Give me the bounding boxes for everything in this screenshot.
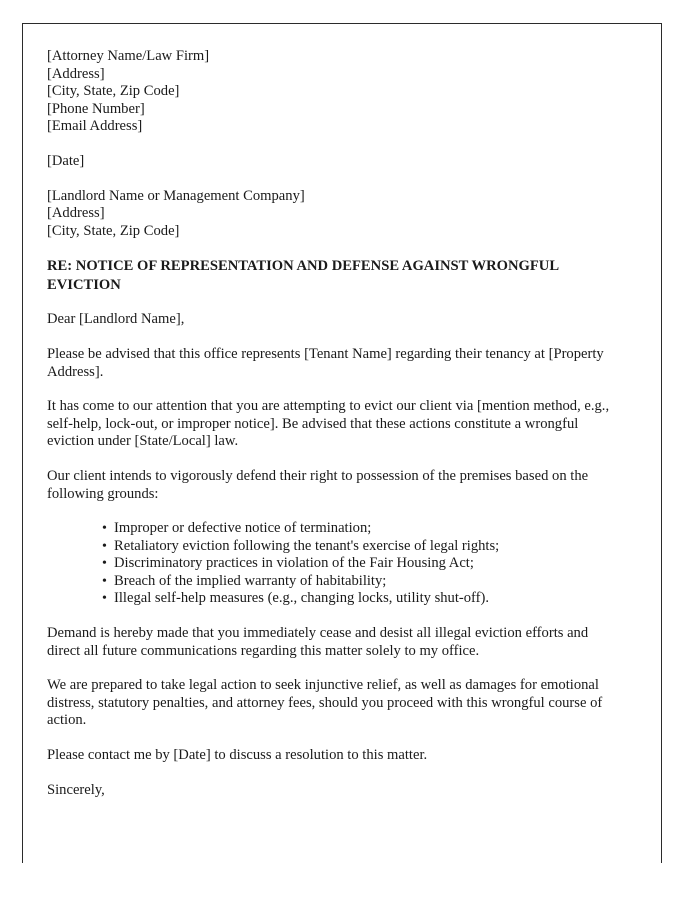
list-item: • Breach of the implied warranty of habitability; (102, 573, 621, 591)
closing-line: Sincerely, (47, 781, 105, 798)
defense-grounds-list (47, 520, 621, 608)
sender-line: [Address] (47, 65, 105, 82)
sender-line: [Attorney Name/Law Firm] (47, 48, 210, 64)
body-paragraph: Our client intends to vigorously defend their right to possession of the premises based on the following grounds: (47, 467, 589, 502)
body-paragraph: It has come to our attention that you are attempting to evict our client via [mention method, e.g., self-help, lock-out, or improper notice]. Be advised that these actions constitute a wrongful eviction under [State/Local] law. (47, 398, 610, 450)
list-item: • Retaliatory eviction following the tenant's exercise of legal rights; (102, 538, 621, 556)
list-item: • Improper or defective notice of termination; (102, 520, 621, 538)
list-item: • Illegal self-help measures (e.g., changing locks, utility shut-off). (102, 590, 621, 608)
body-paragraph: Demand is hereby made that you immediately cease and desist all illegal eviction efforts and direct all future communications regarding this matter solely to my office. (47, 625, 589, 659)
list-item: • Discriminatory practices in violation of the Fair Housing Act; (102, 555, 621, 573)
document-page (22, 23, 662, 863)
body-paragraph: Please be advised that this office represents [Tenant Name] regarding their tenancy at [Property Address]. (47, 345, 604, 380)
letter-body (47, 48, 621, 799)
date-block (47, 153, 621, 171)
sender-line: [Email Address] (47, 118, 143, 135)
sender-address-block (47, 48, 621, 136)
sender-line: [City, State, Zip Code] (47, 83, 180, 100)
body-paragraph: We are prepared to take legal action to seek injunctive relief, as well as damages for emotional distress, statutory penalties, and attorney fees, should you proceed with this wrongful course of action. (47, 677, 603, 729)
recipient-line: [Landlord Name or Management Company] (47, 187, 305, 204)
recipient-line: [Address] (47, 205, 105, 222)
recipient-line: [City, State, Zip Code] (47, 222, 180, 239)
date-line: [Date] (47, 152, 85, 169)
recipient-address-block (47, 188, 621, 241)
body-paragraph: Please contact me by [Date] to discuss a resolution to this matter. (47, 747, 428, 764)
sender-line: [Phone Number] (47, 100, 145, 117)
salutation: Dear [Landlord Name], (47, 311, 185, 328)
subject-line: RE: NOTICE OF REPRESENTATION AND DEFENSE AGAINST WRONGFUL EVICTION (47, 258, 559, 293)
